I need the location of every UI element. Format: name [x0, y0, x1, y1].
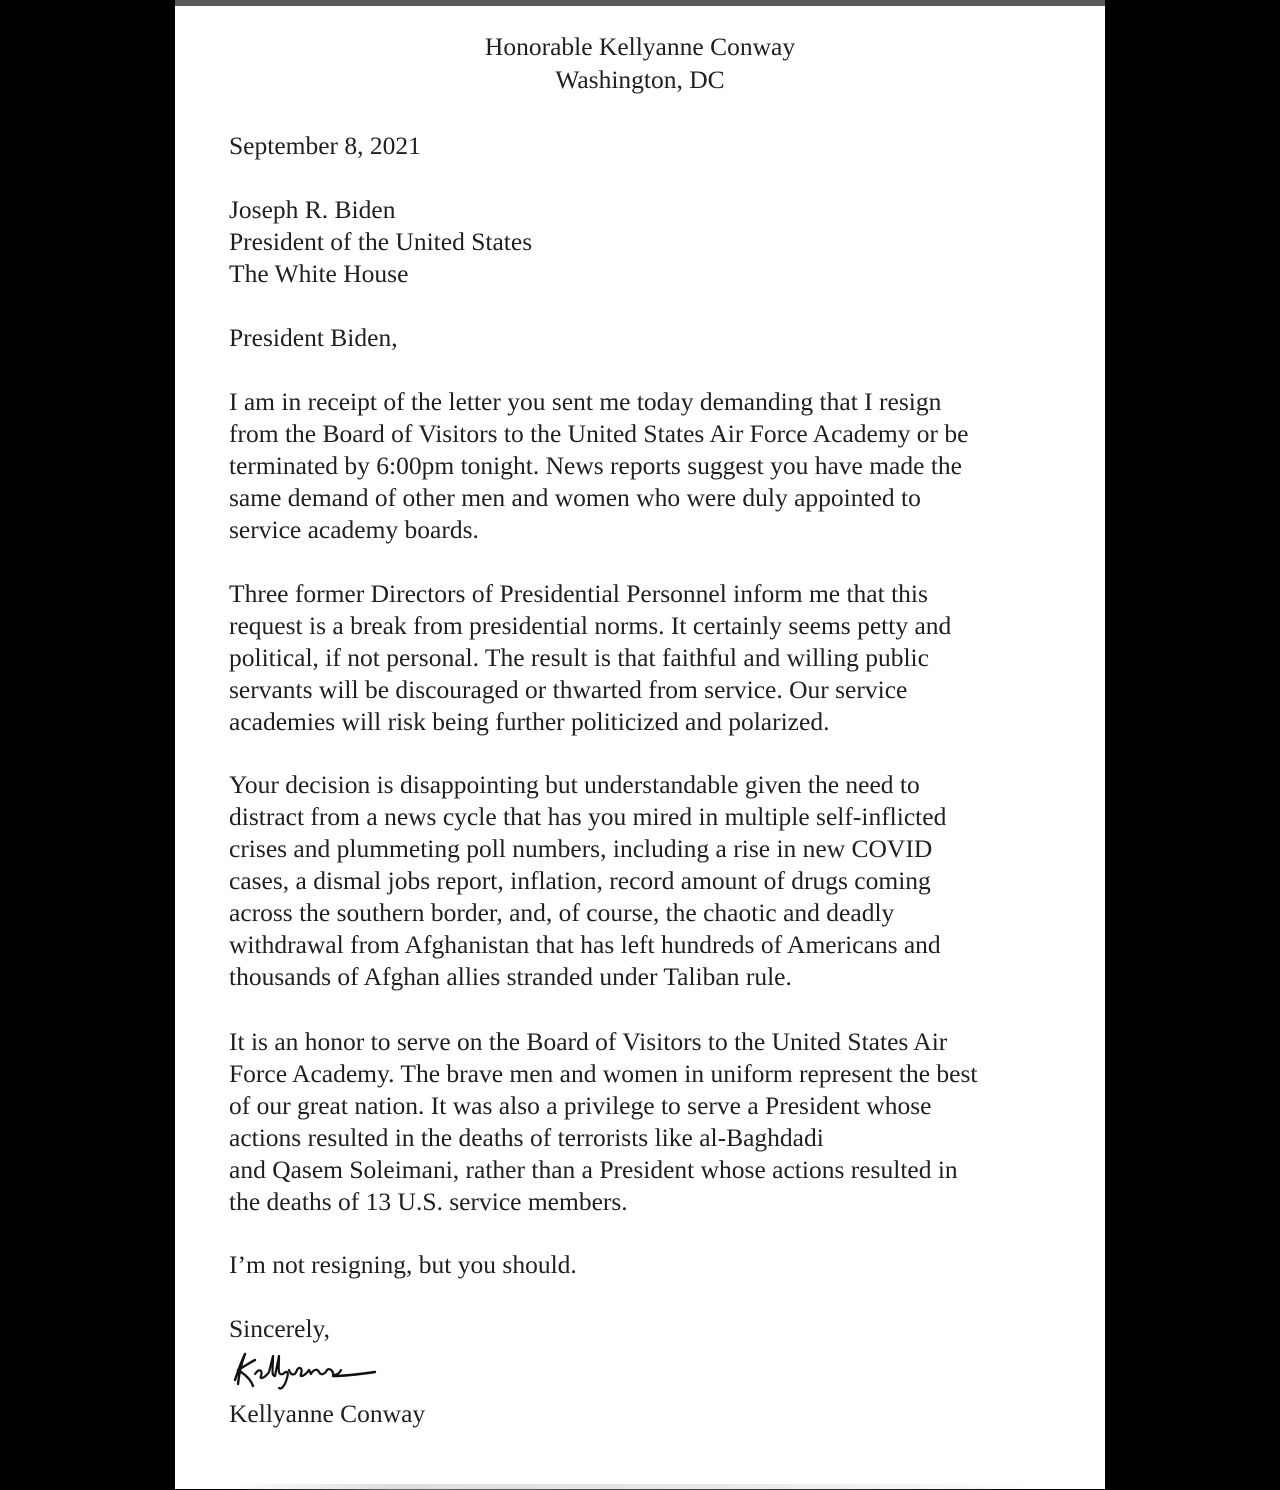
paragraph-3: [229, 769, 1059, 993]
recipient-office: The White House: [229, 259, 409, 288]
letterhead-location: Washington, DC: [555, 65, 725, 94]
page-edge-shadow: [229, 1484, 1049, 1490]
paragraph-line: actions resulted in the deaths of terrorists like al-Baghdadi: [229, 1123, 824, 1152]
closing-line: I’m not resigning, but you should.: [229, 1250, 577, 1279]
paragraph-2: [229, 578, 1059, 738]
letterhead: [175, 6, 1105, 96]
recipient-name: Joseph R. Biden: [229, 195, 396, 224]
salutation: President Biden,: [229, 323, 398, 352]
paragraph-line: from the Board of Visitors to the United States Air Force Academy or be: [229, 419, 969, 448]
paragraph-line: crises and plummeting poll numbers, including a rise in new COVID: [229, 834, 933, 863]
paragraph-line: Your decision is disappointing but understandable given the need to: [229, 770, 920, 799]
paragraph-line: distract from a news cycle that has you mired in multiple self-inflicted: [229, 802, 947, 831]
letter-date: September 8, 2021: [229, 131, 421, 160]
paragraph-line: across the southern border, and, of course, the chaotic and deadly: [229, 898, 895, 927]
paragraph-line: Three former Directors of Presidential Personnel inform me that this: [229, 579, 928, 608]
recipient-title: President of the United States: [229, 227, 533, 256]
valediction: Sincerely,: [229, 1314, 331, 1343]
paragraph-line: It is an honor to serve on the Board of Visitors to the United States Air: [229, 1027, 948, 1056]
paragraph-line: cases, a dismal jobs report, inflation, record amount of drugs coming: [229, 866, 931, 895]
paragraph-line: request is a break from presidential norms. It certainly seems petty and: [229, 611, 952, 640]
paragraph-line: political, if not personal. The result is that faithful and willing public: [229, 643, 929, 672]
paragraph-line: thousands of Afghan allies stranded under Taliban rule.: [229, 962, 792, 991]
paragraph-line: of our great nation. It was also a privilege to serve a President whose: [229, 1091, 932, 1120]
paragraph-line: terminated by 6:00pm tonight. News reports suggest you have made the: [229, 451, 962, 480]
signer-name: Kellyanne Conway: [229, 1399, 426, 1428]
paragraph-line: Force Academy. The brave men and women in uniform represent the best: [229, 1059, 978, 1088]
paragraph-line: withdrawal from Afghanistan that has left hundreds of Americans and: [229, 930, 941, 959]
letter-page: [175, 0, 1105, 1489]
paragraph-line: and Qasem Soleimani, rather than a President whose actions resulted in: [229, 1155, 958, 1184]
paragraph-line: same demand of other men and women who were duly appointed to: [229, 483, 921, 512]
paragraph-4: [229, 1026, 1059, 1218]
paragraph-line: the deaths of 13 U.S. service members.: [229, 1187, 628, 1216]
paragraph-line: service academy boards.: [229, 515, 479, 544]
paragraph-line: academies will risk being further politicized and polarized.: [229, 707, 830, 736]
paragraph-line: servants will be discouraged or thwarted from service. Our service: [229, 675, 908, 704]
paragraph-line: I am in receipt of the letter you sent me today demanding that I resign: [229, 387, 942, 416]
letterhead-name: Honorable Kellyanne Conway: [484, 32, 796, 61]
handwritten-signature: [229, 1346, 379, 1390]
paragraph-1: [229, 386, 1059, 546]
